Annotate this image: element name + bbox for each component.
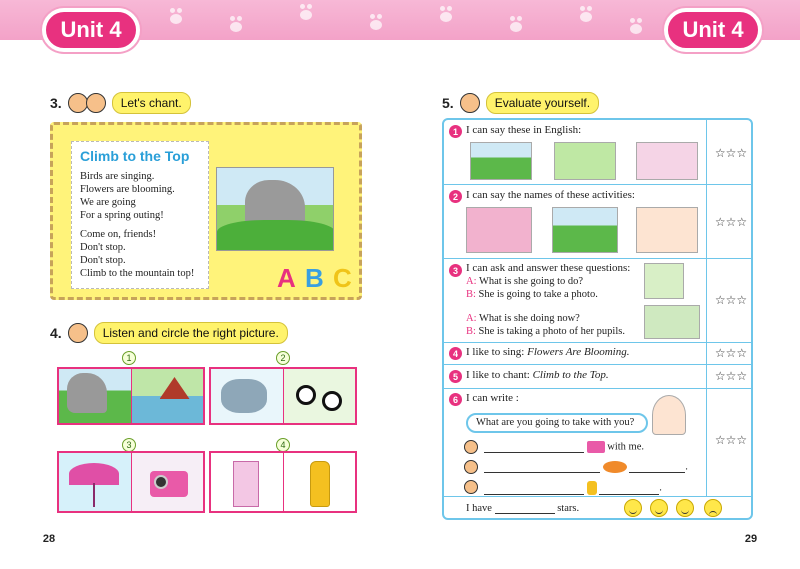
chant-line: Birds are singing. — [80, 171, 155, 182]
row-text: I can write : — [466, 392, 519, 404]
girl-icon — [460, 93, 480, 113]
row-text: I can say the names of these activities: — [466, 189, 635, 201]
row-number: 2 — [449, 190, 462, 203]
stars-total-line — [466, 503, 579, 514]
paw-icon — [440, 12, 452, 22]
unit-badge-right: Unit 4 — [664, 8, 762, 52]
listen-section-header — [50, 322, 288, 344]
group-number: 3 — [122, 438, 136, 452]
qa-line — [466, 275, 583, 288]
write-blank[interactable] — [484, 463, 600, 473]
chant-line: We are going — [80, 197, 136, 208]
row-number: 6 — [449, 393, 462, 406]
paw-icon — [510, 22, 522, 32]
camera-picture — [636, 142, 698, 180]
eval-row-6 — [444, 388, 751, 496]
chant-card — [50, 122, 362, 300]
qa-text: What is she going to do? — [478, 276, 584, 287]
taking-photo-picture — [636, 207, 698, 253]
letter-a: A — [277, 263, 296, 293]
paw-icon — [370, 20, 382, 30]
song-title: Flowers Are Blooming. — [527, 346, 630, 358]
self-evaluation-table — [442, 118, 753, 520]
footer-suffix: stars. — [557, 503, 580, 514]
sad-face-icon[interactable] — [704, 499, 722, 517]
row-number: 4 — [449, 347, 462, 360]
rating-stars[interactable]: ☆☆☆ — [714, 346, 748, 360]
eval-row-1 — [444, 120, 751, 184]
pupils-photo-picture — [644, 305, 700, 339]
write-line-2 — [484, 461, 688, 473]
picture-group-4 — [209, 451, 357, 513]
row-text: I can say these in English: — [466, 124, 582, 136]
camera-icon — [587, 441, 605, 453]
girl-icon — [68, 323, 88, 343]
write-blank[interactable] — [629, 463, 685, 473]
letter-c: C — [333, 263, 352, 293]
girl-with-camera-picture — [644, 263, 684, 299]
smiling-face-icon[interactable] — [650, 499, 668, 517]
pandas-picture[interactable] — [283, 369, 356, 423]
row-text: I can ask and answer these questions: — [466, 262, 631, 274]
picture-group-1 — [57, 367, 205, 425]
row-number: 1 — [449, 125, 462, 138]
happy-face-icon[interactable] — [676, 499, 694, 517]
qa-text: She is taking a photo of her pupils. — [478, 326, 625, 337]
row-text — [466, 369, 609, 381]
footer-prefix: I have — [466, 503, 492, 514]
chant-line: Don't stop. — [80, 242, 126, 253]
stars-count-blank[interactable] — [495, 504, 555, 514]
fruit-icon — [603, 461, 627, 473]
letter-b: B — [305, 263, 324, 293]
chant-title: Climb to the Top. — [532, 369, 609, 381]
rating-stars[interactable]: ☆☆☆ — [714, 146, 748, 160]
pavilion-picture[interactable] — [131, 369, 204, 423]
school-trip-picture — [466, 207, 532, 253]
qa-line — [466, 325, 625, 338]
page-number-right: 29 — [736, 524, 766, 554]
group-number: 2 — [276, 351, 290, 365]
girl-icon — [86, 93, 106, 113]
picture-group-3 — [57, 451, 205, 513]
row-number: 3 — [449, 264, 462, 277]
chant-line: Flowers are blooming. — [80, 184, 175, 195]
chant-line: For a spring outing! — [80, 210, 164, 221]
speech-bubble: What are you going to take with you? — [466, 413, 648, 433]
rating-stars[interactable]: ☆☆☆ — [714, 215, 748, 229]
water-bottle-picture — [554, 142, 616, 180]
write-blank[interactable] — [484, 485, 584, 495]
section-title: Let's chant. — [112, 92, 191, 114]
milk-carton-picture[interactable] — [211, 453, 283, 511]
boy-icon — [68, 93, 88, 113]
chant-line: Climb to the mountain top! — [80, 268, 195, 279]
chant-text-box — [71, 141, 209, 289]
section-number: 3. — [50, 95, 62, 111]
eval-row-3 — [444, 258, 751, 342]
climbing-picture — [552, 207, 618, 253]
girl-portrait — [652, 395, 686, 435]
write-period: . — [659, 482, 662, 494]
chant-line: Don't stop. — [80, 255, 126, 266]
eval-row-4 — [444, 342, 751, 364]
group-number: 1 — [122, 351, 136, 365]
camera-picture[interactable] — [131, 453, 204, 511]
mountain-climb-illustration — [216, 167, 334, 251]
laughing-face-icon[interactable] — [624, 499, 642, 517]
write-line-1 — [484, 441, 644, 453]
speaker-label: A: — [466, 276, 477, 287]
row-text-prefix: I like to chant: — [466, 369, 533, 381]
chant-section-header — [50, 92, 191, 114]
speaker-label: B: — [466, 326, 476, 337]
girl-icon — [464, 440, 478, 454]
boy-icon — [464, 480, 478, 494]
qa-line — [466, 312, 580, 325]
chant-title: Climb to the Top — [80, 148, 190, 164]
section-number: 5. — [442, 95, 454, 111]
speaker-label: B: — [466, 289, 476, 300]
write-suffix: with me. — [607, 441, 644, 453]
paw-icon — [630, 24, 642, 34]
qa-line — [466, 288, 598, 301]
rating-stars[interactable]: ☆☆☆ — [714, 433, 748, 447]
unit-badge-left: Unit 4 — [42, 8, 140, 52]
umbrella-picture[interactable] — [59, 453, 131, 511]
mountain-picture — [470, 142, 532, 180]
picture-group-2 — [209, 367, 357, 425]
section-title: Listen and circle the right picture. — [94, 322, 288, 344]
group-number: 4 — [276, 438, 290, 452]
eval-row-5 — [444, 364, 751, 388]
juice-bottle-picture[interactable] — [283, 453, 356, 511]
juice-bottle-icon — [587, 481, 597, 495]
paw-icon — [580, 12, 592, 22]
paw-icon — [230, 22, 242, 32]
write-blank[interactable] — [484, 443, 584, 453]
row-text-prefix: I like to sing: — [466, 346, 528, 358]
row-text — [466, 346, 629, 358]
speaker-label: A: — [466, 313, 477, 324]
write-period: . — [685, 461, 688, 473]
row-number: 5 — [449, 370, 462, 383]
write-line-3 — [484, 481, 662, 495]
write-blank[interactable] — [599, 485, 659, 495]
eval-section-header — [442, 92, 599, 114]
eval-footer-row — [444, 496, 751, 520]
rating-stars[interactable]: ☆☆☆ — [714, 293, 748, 307]
abc-letters — [277, 263, 354, 294]
mountain-climb-picture[interactable] — [59, 369, 131, 423]
page-number-left: 28 — [34, 524, 64, 554]
qa-text: What is she doing now? — [478, 313, 580, 324]
rating-stars[interactable]: ☆☆☆ — [714, 369, 748, 383]
section-number: 4. — [50, 325, 62, 341]
eval-row-2 — [444, 184, 751, 258]
chant-line: Come on, friends! — [80, 229, 157, 240]
elephants-picture[interactable] — [211, 369, 283, 423]
paw-icon — [300, 10, 312, 20]
paw-icon — [170, 14, 182, 24]
section-title: Evaluate yourself. — [486, 92, 599, 114]
boy-icon — [464, 460, 478, 474]
qa-text: She is going to take a photo. — [478, 289, 598, 300]
